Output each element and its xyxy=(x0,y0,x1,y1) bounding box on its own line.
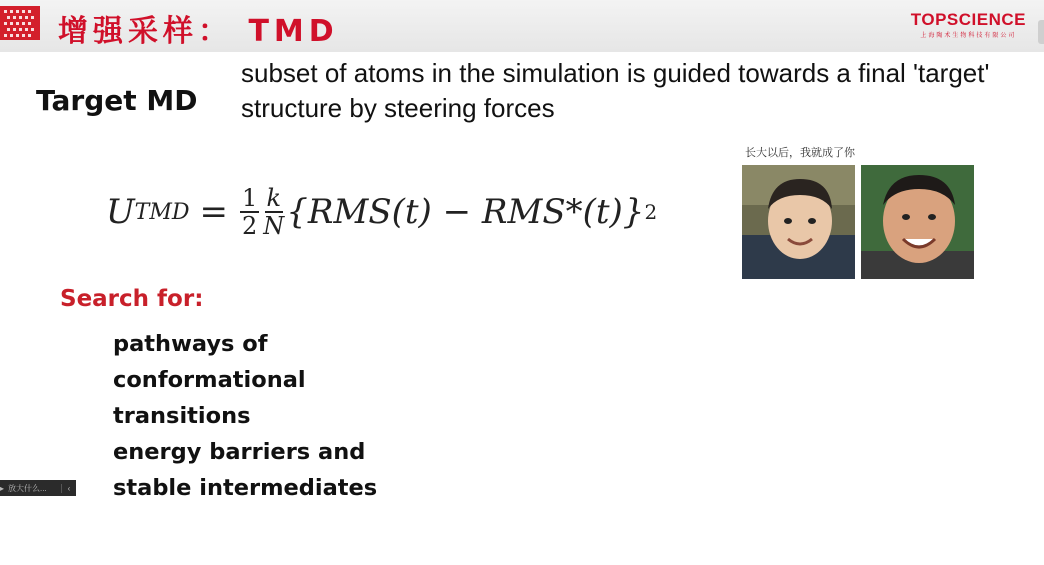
eq-lhs: U xyxy=(106,192,135,232)
slide-header xyxy=(0,0,1044,52)
eq-fraction-kn xyxy=(263,185,284,239)
meme-caption: 长大以后，我就成了你 xyxy=(745,146,855,159)
term-label: Target MD xyxy=(36,84,198,117)
search-title: Search for: xyxy=(60,286,204,312)
list-item: conformational xyxy=(113,367,306,393)
eq-frac1-num: 1 xyxy=(242,184,258,212)
eq-subscript: TMD xyxy=(134,199,190,225)
list-item: energy barriers and xyxy=(113,439,366,465)
player-text: 放大什么... xyxy=(8,483,47,493)
video-player-bar[interactable] xyxy=(0,480,76,496)
eq-body: {RMS(t) − RMS*(t)} xyxy=(286,192,645,232)
eq-equals: = xyxy=(199,192,228,232)
logo-icon xyxy=(0,6,40,40)
meme-image xyxy=(741,144,975,280)
list-item: stable intermediates xyxy=(113,475,378,501)
tmd-equation xyxy=(106,172,657,252)
list-item: transitions xyxy=(113,403,251,429)
brand-logo xyxy=(911,10,1026,39)
brand-subtitle: 上海陶术生物科技有限公司 xyxy=(920,33,1017,39)
eq-exponent: 2 xyxy=(644,200,658,224)
list-item: pathways of xyxy=(113,331,268,357)
eq-fraction-half xyxy=(240,185,259,239)
search-list xyxy=(113,326,377,506)
side-tab[interactable] xyxy=(1038,20,1044,44)
brand-name: TOPSCIENCE xyxy=(910,10,1026,29)
slide-title: 增强采样： TMD xyxy=(58,14,339,49)
term-definition: subset of atoms in the simulation is guided towards a final 'target' structure by steering forces xyxy=(241,58,990,123)
adult-photo xyxy=(861,165,974,279)
eq-frac1-den: 2 xyxy=(242,212,258,240)
collapse-icon[interactable]: ‹ xyxy=(61,484,76,493)
child-photo xyxy=(742,165,855,279)
eq-frac2-den: N xyxy=(263,212,285,240)
eq-frac2-num: k xyxy=(266,184,282,212)
play-icon[interactable]: ▸ xyxy=(0,483,5,493)
